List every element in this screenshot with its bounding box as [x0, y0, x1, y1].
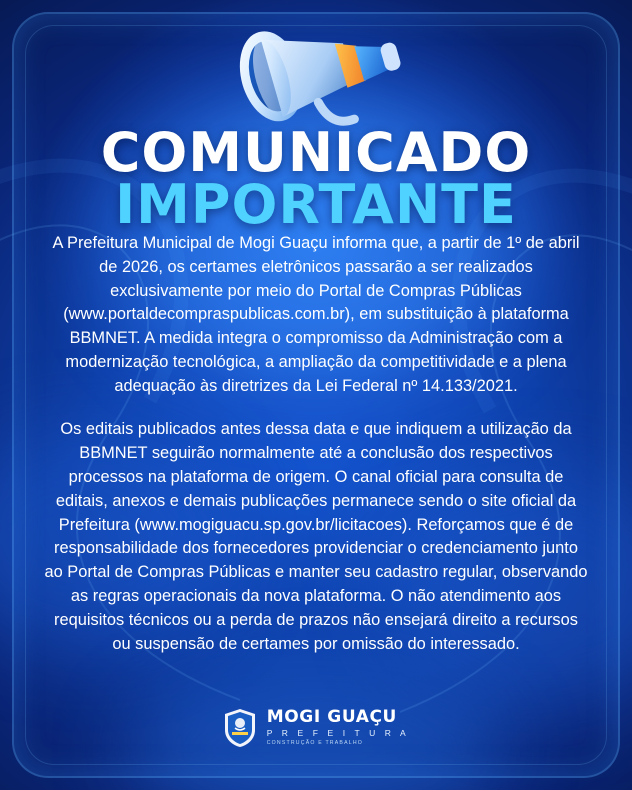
city-crest-icon	[223, 708, 257, 748]
footer-city-name: MOGI GUAÇU	[266, 707, 397, 728]
announcement-paragraph-1: A Prefeitura Municipal de Mogi Guaçu informa que, a partir de 1º de abril de 2026, os certames eletrônicos passarão a ser realizados exclusivamente por meio do Portal de Compras Públicas (www.portaldecompraspublicas.com.br), em substituição à plataforma BBMNET. A medida integra o compromisso da Administração com a modernização tecnológica, a ampliação da competitividade e a plena adequação às diretrizes da Lei Federal nº 14.133/2021.	[52, 234, 580, 395]
headline-line-2: IMPORTANTE	[115, 172, 517, 236]
footer-text-block	[267, 709, 410, 746]
page-title	[0, 121, 632, 236]
footer-logo	[0, 708, 632, 748]
headline-line-1: COMUNICADO	[100, 121, 532, 184]
announcement-paragraph-2: Os editais publicados antes dessa data e que indiquem a utilização da BBMNET seguirão normalmente até a conclusão dos respectivos processos na plataforma de origem. O canal oficial para consulta de editais, anexos e demais publicações permanece sendo o site oficial da Prefeitura (www.mogiguacu.sp.gov.br/licitacoes). Reforçamos que é de responsabilidade dos fornecedores providenciar o credenciamento junto ao Portal de Compras Públicas e manter seu cadastro regular, observando as regras operacionais da nova plataforma. O não atendimento aos requisitos técnicos ou a perda de prazos não ensejará direito a recursos ou suspensão de certames por omissão do interessado.	[44, 420, 588, 653]
footer-tagline: CONSTRUÇÃO E TRABALHO	[266, 740, 364, 747]
footer-entity: P R E F E I T U R A	[266, 728, 410, 739]
announcement-body	[44, 232, 588, 656]
